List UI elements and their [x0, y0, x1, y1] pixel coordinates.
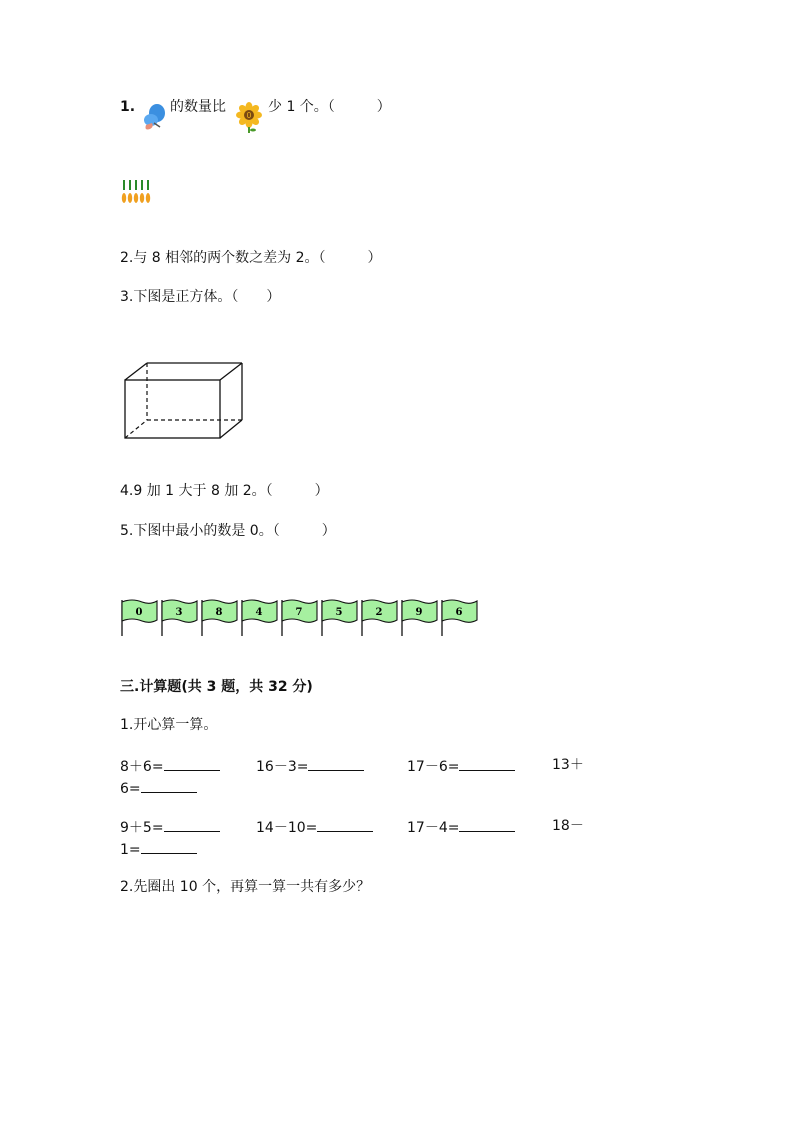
flag-number: 3 — [175, 607, 183, 618]
answer-blank[interactable] — [141, 839, 197, 854]
q4-text: 4.9 加 1 大于 8 加 2。（ ） — [120, 483, 329, 499]
cuboid-figure — [122, 360, 252, 442]
answer-blank[interactable] — [459, 756, 515, 771]
flag-number: 6 — [455, 607, 463, 618]
flag-5 — [322, 600, 357, 636]
calc-expr: 6= — [120, 781, 141, 797]
answer-blank[interactable] — [164, 756, 220, 771]
calc-row1-item4: 13＋ — [552, 757, 584, 773]
q2-text: 2.与 8 相邻的两个数之差为 2。（ ） — [120, 250, 382, 266]
flag-number: 5 — [335, 607, 343, 618]
butterfly-icon — [140, 103, 168, 133]
flag-7 — [402, 600, 437, 636]
section3-title: 三.计算题(共 3 题，共 32 分) — [120, 679, 313, 695]
calc-expr: 16－3= — [256, 759, 309, 775]
calc-expr: 1= — [120, 842, 141, 858]
q3-text: 3.下图是正方体。（ ） — [120, 289, 281, 305]
calc-row1-item3 — [407, 756, 515, 776]
flag-2 — [202, 600, 237, 636]
calc-row2-wrap — [120, 839, 197, 859]
flag-6 — [362, 600, 397, 636]
calc-expr: 17－6= — [407, 759, 460, 775]
q5-text: 5.下图中最小的数是 0。（ ） — [120, 523, 336, 539]
flag-number: 0 — [135, 607, 143, 618]
flag-number: 7 — [295, 607, 303, 618]
calc-expr: 9＋5= — [120, 820, 164, 836]
calc-row1-item1 — [120, 756, 220, 776]
flag-number: 9 — [415, 607, 423, 618]
answer-blank[interactable] — [141, 778, 197, 793]
flag-8 — [442, 600, 477, 636]
calc-row2-item4: 18－ — [552, 818, 584, 834]
sunflower-icon — [236, 102, 262, 134]
flag-number: 8 — [215, 607, 223, 618]
answer-blank[interactable] — [308, 756, 364, 771]
flag-0 — [122, 600, 157, 636]
flag-4 — [282, 600, 317, 636]
q1-number: 1. — [120, 99, 136, 115]
section3-q2-text: 2.先圈出 10 个，再算一算一共有多少？ — [120, 879, 371, 895]
calc-row1-wrap — [120, 778, 197, 798]
calc-expr: 14－10= — [256, 820, 318, 836]
carrot-row-icon — [120, 178, 156, 206]
answer-blank[interactable] — [164, 817, 220, 832]
q1-text-part2: 少 1 个。（ ） — [268, 99, 391, 115]
calc-row2-item1 — [120, 817, 220, 837]
answer-blank[interactable] — [459, 817, 515, 832]
sunflower-center: 0 — [246, 111, 252, 120]
answer-blank[interactable] — [317, 817, 373, 832]
calc-row2-item3 — [407, 817, 515, 837]
calc-row2-item2 — [256, 817, 373, 837]
flag-1 — [162, 600, 197, 636]
q1-text-part1: 的数量比 — [170, 99, 226, 115]
flag-number: 4 — [255, 607, 263, 618]
section3-q1-text: 1.开心算一算。 — [120, 717, 218, 733]
calc-row1-item2 — [256, 756, 364, 776]
calc-expr: 8＋6= — [120, 759, 164, 775]
flag-number: 2 — [375, 607, 383, 618]
calc-expr: 17－4= — [407, 820, 460, 836]
flag-row — [120, 598, 480, 638]
flag-3 — [242, 600, 277, 636]
